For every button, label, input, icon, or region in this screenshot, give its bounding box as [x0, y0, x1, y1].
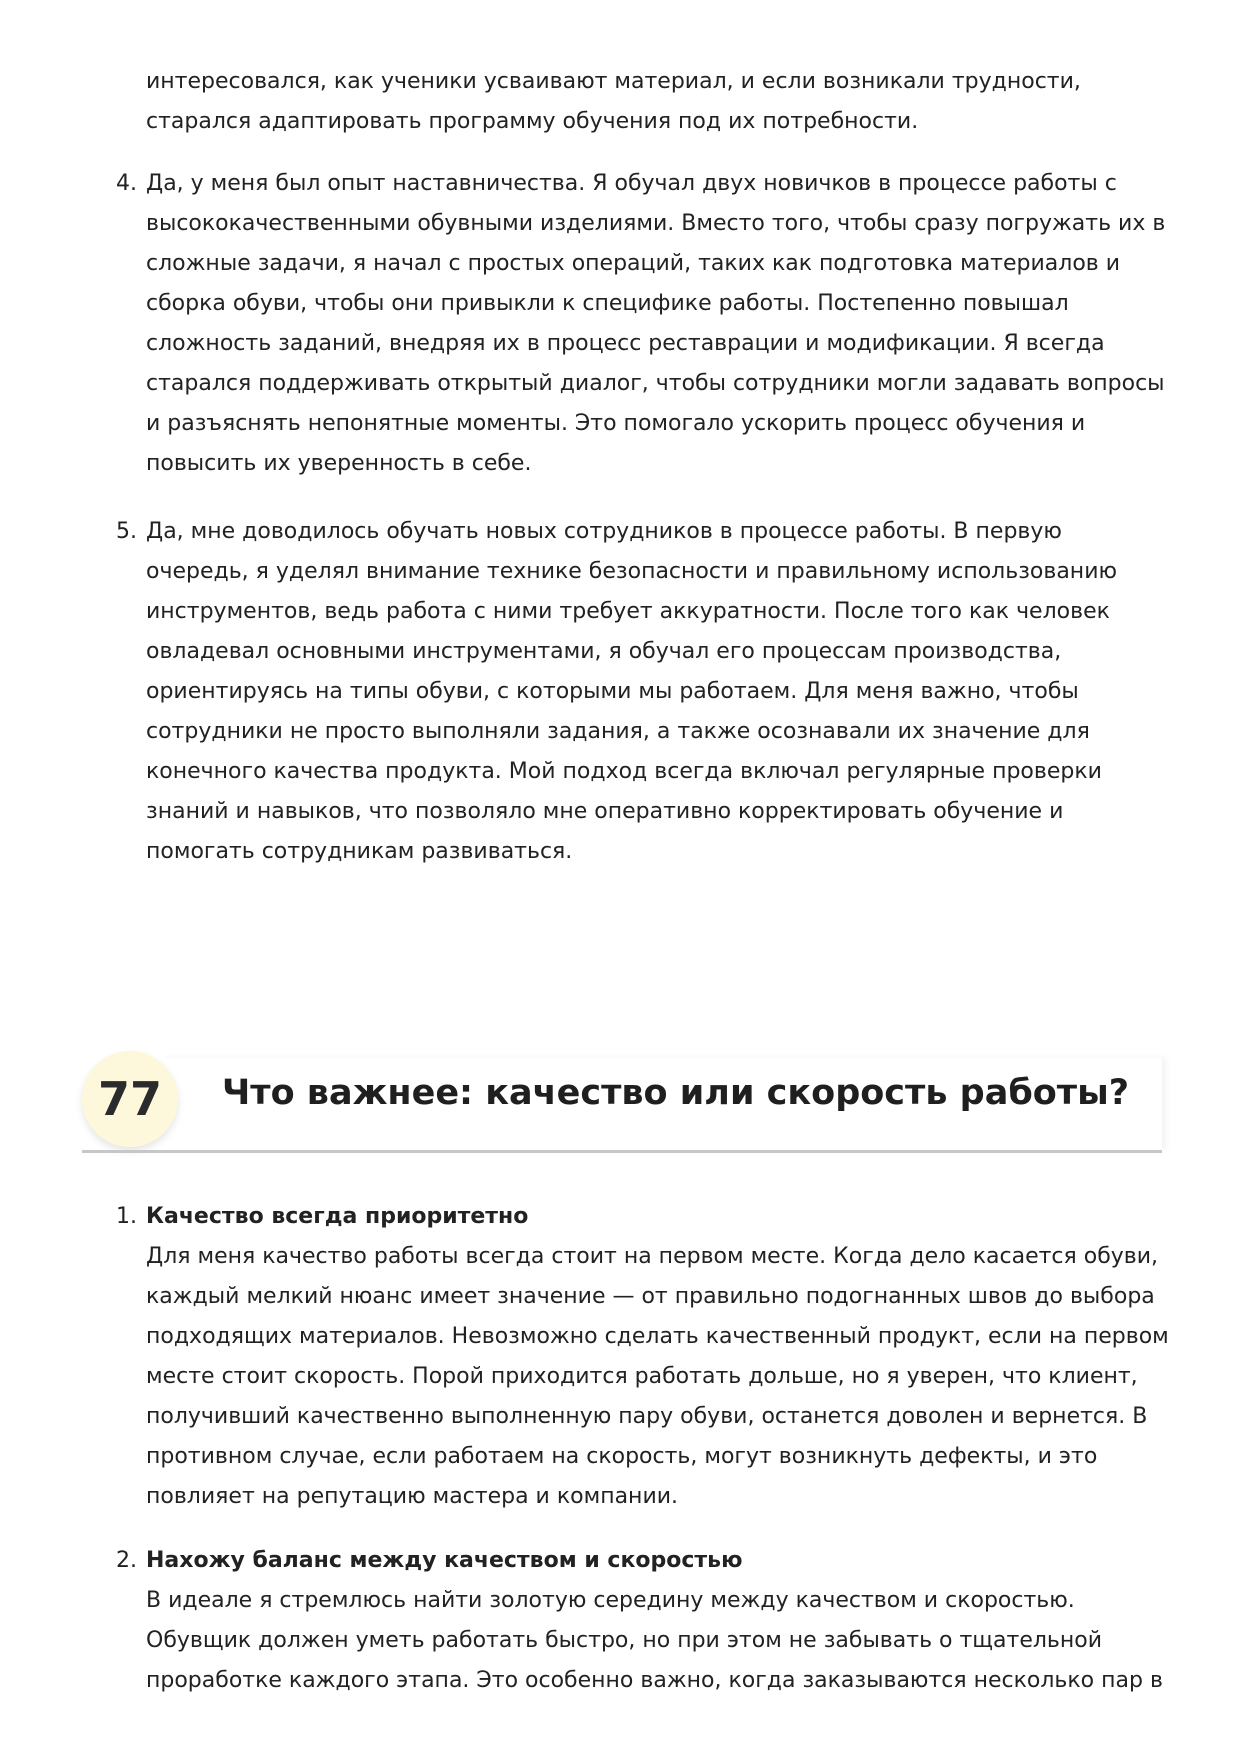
text-line: старался адаптировать программу обучения под их потребности. [146, 109, 919, 134]
text-line: конечного качества продукта. Мой подход всегда включал регулярные проверки [146, 759, 1102, 784]
text-line: старался поддерживать открытый диалог, чтобы сотрудники могли задавать вопросы [146, 371, 1165, 396]
text-line: помогать сотрудникам развиваться. [146, 839, 573, 864]
list-item [116, 1541, 1163, 1701]
section-header [82, 1051, 1162, 1149]
list-item [118, 512, 1158, 872]
answer-heading: Качество всегда приоритетно [146, 1204, 529, 1229]
header-divider [82, 1150, 1162, 1153]
list-item [116, 1197, 1169, 1517]
answer-1 [116, 1197, 1169, 1517]
answer-2 [116, 1541, 1163, 1701]
text-line: высококачественными обувными изделиями. Вместо того, чтобы сразу погружать их в [146, 211, 1166, 236]
answer-5 [118, 512, 1158, 872]
text-line: очередь, я уделял внимание технике безопасности и правильному использованию [146, 559, 1118, 584]
text-line: сотрудники не просто выполняли задания, а также осознавали их значение для [146, 719, 1090, 744]
text-line: Обувщик должен уметь работать быстро, но при этом не забывать о тщательной [146, 1628, 1103, 1653]
list-number: 5. [116, 519, 137, 544]
text-line: каждый мелкий нюанс имеет значение — от правильно подогнанных швов до выбора [146, 1284, 1155, 1309]
list-item [116, 164, 1166, 484]
text-line: месте стоит скорость. Порой приходится работать дольше, но я уверен, что клиент, [146, 1364, 1138, 1389]
text-line: Для меня качество работы всегда стоит на первом месте. Когда дело касается обуви, [146, 1244, 1159, 1269]
text-line: овладевал основными инструментами, я обучал его процессам производства, [146, 639, 1062, 664]
text-line: проработке каждого этапа. Это особенно важно, когда заказываются несколько пар в [146, 1668, 1163, 1693]
text-line: интересовался, как ученики усваивают материал, и если возникали трудности, [146, 69, 1081, 94]
answer-heading: Нахожу баланс между качеством и скоростью [146, 1548, 743, 1573]
text-line: сложные задачи, я начал с простых операций, таких как подготовка материалов и [146, 251, 1121, 276]
text-line: инструментов, ведь работа с ними требует аккуратности. После того как человек [146, 599, 1110, 624]
list-number: 2. [116, 1548, 137, 1573]
text-line: противном случае, если работаем на скорость, могут возникнуть дефекты, и это [146, 1444, 1098, 1469]
list-number: 4. [116, 171, 137, 196]
text-line: повлияет на репутацию мастера и компании. [146, 1484, 679, 1509]
text-line: подходящих материалов. Невозможно сделать качественный продукт, если на первом [146, 1324, 1169, 1349]
text-line: сборка обуви, чтобы они привыкли к специфике работы. Постепенно повышал [146, 291, 1069, 316]
text-line: В идеале я стремлюсь найти золотую середину между качеством и скоростью. [146, 1588, 1075, 1613]
text-line: Да, мне доводилось обучать новых сотрудников в процессе работы. В первую [146, 519, 1062, 544]
text-line: получивший качественно выполненную пару обуви, останется доволен и вернется. В [146, 1404, 1148, 1429]
list-item [118, 62, 1158, 142]
text-line: и разъяснять непонятные моменты. Это помогало ускорить процесс обучения и [146, 411, 1086, 436]
text-line: повысить их уверенность в себе. [146, 451, 532, 476]
text-line: Да, у меня был опыт наставничества. Я обучал двух новичков в процессе работы с [146, 171, 1117, 196]
text-line: ориентируясь на типы обуви, с которыми мы работаем. Для меня важно, чтобы [146, 679, 1079, 704]
continuation-paragraph [118, 62, 1158, 142]
section-title: Что важнее: качество или скорость работы? [222, 1073, 1130, 1113]
text-line: знаний и навыков, что позволяло мне оперативно корректировать обучение и [146, 799, 1064, 824]
answer-4 [116, 164, 1166, 484]
section-number-badge: 77 [82, 1051, 178, 1147]
list-number: 1. [116, 1204, 137, 1229]
text-line: сложность заданий, внедряя их в процесс реставрации и модификации. Я всегда [146, 331, 1105, 356]
